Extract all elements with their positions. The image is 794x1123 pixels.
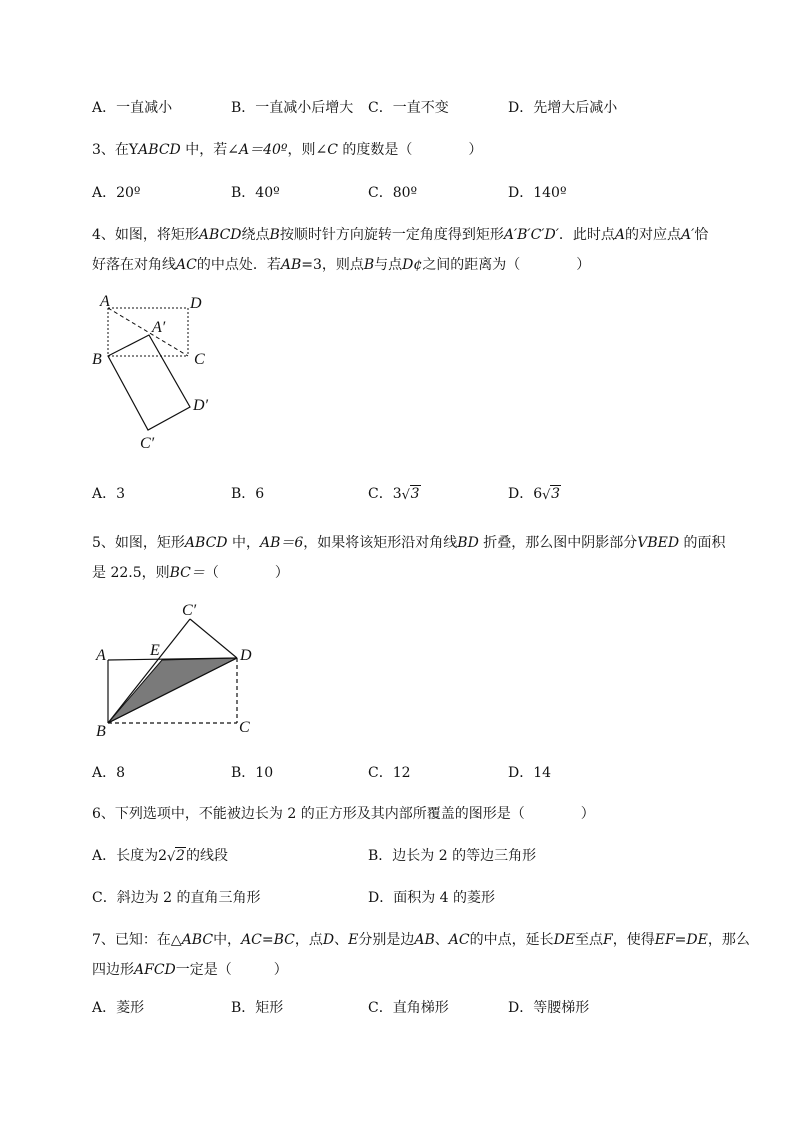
q4-label-b: B — [92, 351, 102, 368]
q5-text-2a: 是 22.5，则 — [92, 565, 170, 581]
q2-option-d[interactable]: D．先增大后减小 — [508, 100, 618, 116]
q6-stem: 6、下列选项中，不能被边长为 2 的正方形及其内部所覆盖的图形是（ ） — [92, 806, 595, 822]
q4-label-a-prime: A′ — [152, 319, 166, 336]
q7-text-1g: 的中点，延长 — [469, 932, 554, 948]
q7-text-1c: ，点 — [294, 932, 323, 948]
q7-side-ab: AB — [414, 932, 435, 948]
q4-text-2c: =3，则点 — [301, 257, 364, 273]
q5-bc: BC＝ — [169, 565, 205, 581]
q3-option-a[interactable]: A．20º — [92, 185, 141, 201]
q4-label-d: D — [190, 295, 202, 312]
q5-figure — [90, 600, 260, 742]
q5-text-1d: 折叠，那么图中阴影部分 — [478, 535, 638, 551]
q4-point-d-prime: D¢ — [402, 257, 423, 273]
q5-diagonal: BD — [457, 535, 479, 551]
q4-point-a-prime: A′ — [681, 227, 695, 243]
q7-equality: AC=BC — [241, 932, 295, 948]
q4-option-d-text: D．6 — [508, 486, 543, 502]
q5-triangle: VBED — [637, 535, 680, 551]
q7-triangle: ABC — [181, 932, 214, 948]
q5-label-d: D — [240, 647, 252, 664]
q7-text-1j: ，那么 — [707, 932, 750, 948]
q4-rect-2: A′B′C′D′ — [503, 227, 559, 243]
q4-rect-1: ABCD — [198, 227, 242, 243]
q4-line-2 — [92, 250, 772, 280]
q7-text-2a: 四边形 — [92, 962, 134, 978]
q6-option-a-text: A．长度为 — [92, 848, 159, 864]
q6-option-a-coef: 2 — [158, 848, 168, 864]
q5-edge-c-prime-d — [190, 619, 237, 658]
sqrt-symbol: √ 3 — [401, 486, 420, 503]
q4-text-1f: 恰 — [694, 227, 709, 243]
q3-text-1: 中，若 — [180, 142, 228, 158]
q4-text-2a: 好落在对角线 — [92, 257, 176, 273]
q6-option-a-radicand: 2 — [176, 848, 185, 864]
q5-label-b: B — [96, 723, 106, 740]
q6-option-c[interactable]: C．斜边为 2 的直角三角形 — [92, 890, 261, 906]
q3-angle-a: ∠A＝40º — [227, 142, 288, 158]
q3-text-2: ，则 — [287, 142, 316, 158]
q7-text-1b: 中， — [213, 932, 242, 948]
q3-para-symbol: Y — [128, 142, 139, 158]
q7-option-a[interactable]: A．菱形 — [92, 1000, 145, 1016]
q7-line-1 — [92, 925, 772, 955]
q4-text-1c: 按顺时针方向旋转一定角度得到矩形 — [279, 227, 504, 243]
q7-text-2b: 一定是（ ） — [175, 962, 288, 978]
q4-line-1 — [92, 220, 772, 250]
q5-option-a[interactable]: A．8 — [92, 765, 126, 781]
q4-option-d-radicand: 3 — [551, 486, 561, 502]
q3-shape: ABCD — [138, 142, 181, 158]
q6-option-a[interactable] — [92, 845, 228, 867]
q7-quad: AFCD — [134, 962, 176, 978]
q3-option-d[interactable]: D．140º — [508, 185, 567, 201]
q4-option-c-radicand: 3 — [410, 486, 420, 502]
q4-stem — [92, 220, 772, 280]
q4-text-2b: 的中点处．若 — [196, 257, 281, 273]
q5-option-d[interactable]: D．14 — [508, 765, 552, 781]
q4-option-c-text: C．3 — [368, 486, 402, 502]
sqrt-symbol: √ 3 — [542, 486, 561, 503]
q4-text-2d: 与点 — [374, 257, 403, 273]
q4-figure — [88, 290, 228, 460]
q7-text-1a: 7、已知：在△ — [92, 932, 182, 948]
q2-option-a[interactable]: A．一直减小 — [92, 100, 173, 116]
q5-label-e: E — [150, 642, 160, 659]
q4-option-c[interactable] — [368, 483, 421, 505]
q5-text-1a: 5、如图，矩形 — [92, 535, 185, 551]
q5-line-1 — [92, 528, 772, 558]
q7-line-2 — [92, 955, 772, 985]
q5-rect: ABCD — [184, 535, 228, 551]
q4-label-c-prime: C′ — [140, 435, 155, 452]
q2-option-b[interactable]: B．一直减小后增大 — [231, 100, 354, 116]
q7-point-d: D — [322, 932, 335, 948]
q4-condition: AB — [280, 257, 302, 273]
q5-text-2b: （ ） — [204, 565, 289, 581]
q6-option-a-suffix: 的线段 — [185, 848, 228, 864]
q7-option-c[interactable]: C．直角梯形 — [368, 1000, 449, 1016]
q3-stem — [92, 135, 772, 165]
q4-point-a: A — [614, 227, 626, 243]
q4-option-a[interactable]: A．3 — [92, 486, 126, 502]
q5-option-b[interactable]: B．10 — [231, 765, 274, 781]
q3-option-b[interactable]: B．40º — [231, 185, 280, 201]
q4-diagonal: AC — [176, 257, 197, 273]
q7-side-ac: AC — [448, 932, 470, 948]
q5-line-2 — [92, 558, 772, 588]
q7-text-1f: 、 — [434, 932, 449, 948]
q5-stem — [92, 528, 772, 588]
q4-option-b[interactable]: B．6 — [231, 486, 265, 502]
q7-point-f: F — [603, 932, 613, 948]
q7-option-d[interactable]: D．等腰梯形 — [508, 1000, 590, 1016]
sqrt-symbol: √ 2 — [167, 848, 185, 865]
q3-angle-c: ∠C — [315, 142, 338, 158]
q7-point-e: E — [348, 932, 359, 948]
q3-number: 3、在 — [92, 142, 129, 158]
q7-segment-de: DE — [553, 932, 576, 948]
q4-label-d-prime: D′ — [193, 397, 209, 414]
q4-point-b: B — [269, 227, 280, 243]
q6-option-d[interactable]: D．面积为 4 的菱形 — [368, 890, 496, 906]
q7-option-b[interactable]: B．矩形 — [231, 1000, 284, 1016]
q5-label-c-prime: C′ — [182, 602, 197, 619]
q7-stem — [92, 925, 772, 985]
q5-option-c[interactable]: C．12 — [368, 765, 411, 781]
q4-text-1e: 的对应点 — [625, 227, 682, 243]
q5-text-1e: 的面积 — [679, 535, 726, 551]
q7-ef-eq-de: EF=DE — [654, 932, 708, 948]
q4-diagonal-ac — [108, 308, 188, 356]
q5-condition: AB＝6 — [259, 535, 304, 551]
q4-text-1d: ．此时点 — [558, 227, 615, 243]
q5-label-a: A — [96, 647, 106, 664]
q5-text-1b: 中， — [227, 535, 260, 551]
q4-text-1b: 绕点 — [241, 227, 270, 243]
q4-text-2e: 之间的距离为（ ） — [422, 257, 591, 273]
q5-label-c: C — [239, 719, 250, 736]
q7-text-1i: ，使得 — [612, 932, 655, 948]
q4-text-1a: 4、如图，将矩形 — [92, 227, 199, 243]
q5-text-1c: ，如果将该矩形沿对角线 — [303, 535, 458, 551]
q7-text-1d: 、 — [334, 932, 349, 948]
q4-label-a: A — [100, 293, 110, 310]
q7-text-1e: 分别是边 — [358, 932, 415, 948]
q2-option-c[interactable]: C．一直不变 — [368, 100, 449, 116]
q4-label-c: C — [194, 351, 205, 368]
q4-point-b-2: B — [363, 257, 375, 273]
q6-option-b[interactable]: B．边长为 2 的等边三角形 — [368, 848, 537, 864]
q3-option-c[interactable]: C．80º — [368, 185, 418, 201]
q3-text-3: 的度数是（ ） — [337, 142, 483, 158]
q7-text-1h: 至点 — [575, 932, 604, 948]
q4-option-d[interactable] — [508, 483, 561, 505]
